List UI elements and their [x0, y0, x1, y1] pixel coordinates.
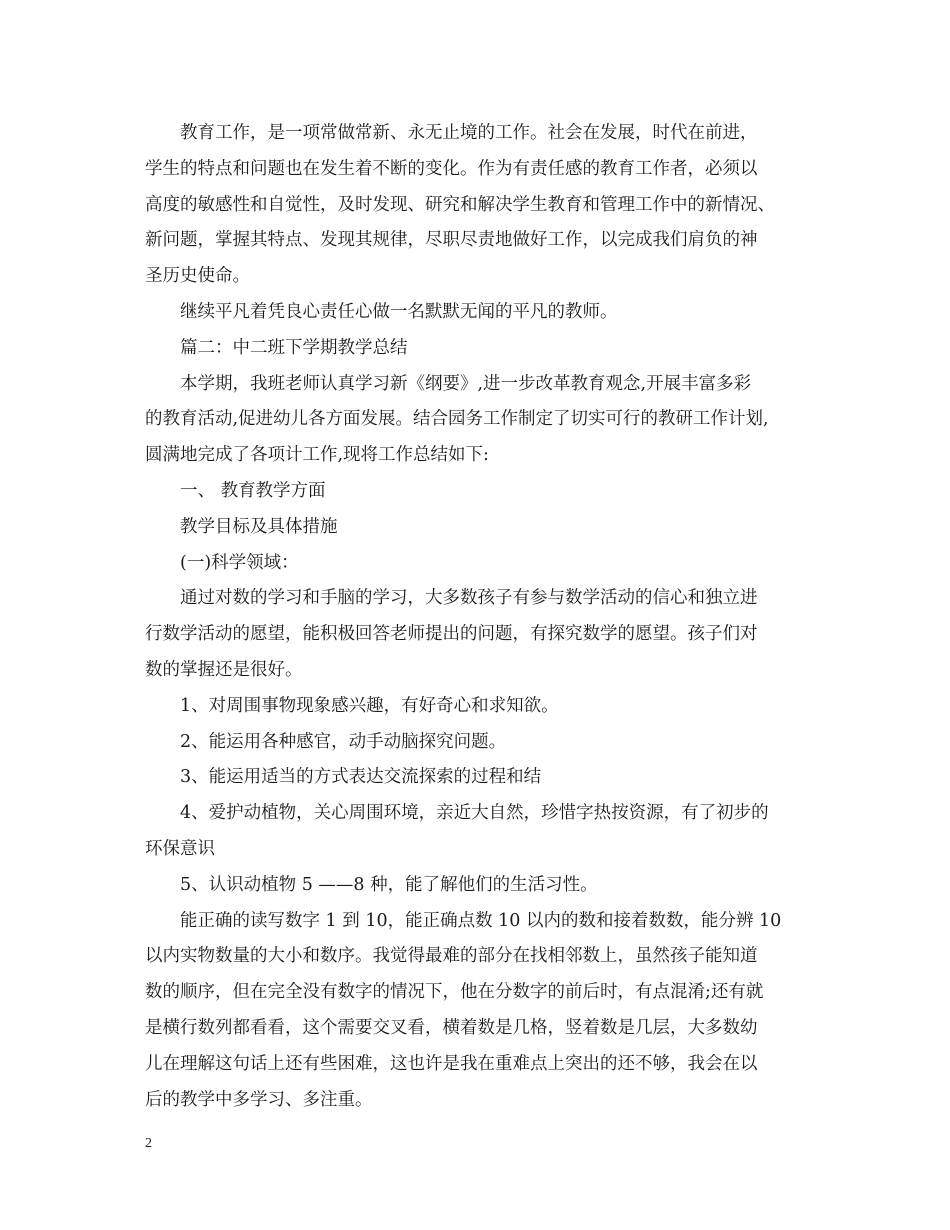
paragraph	[145, 689, 817, 725]
paragraph	[145, 904, 817, 1119]
page-number: 2	[145, 1136, 152, 1151]
text-line: 学生的特点和问题也在发生着不断的变化。作为有责任感的教育工作者，必须以	[145, 158, 758, 179]
text-line: 通过对数的学习和手脑的学习，大多数孩子有参与数学活动的信心和独立进	[180, 588, 758, 609]
text-line: 本学期，我班老师认真学习新《纲要》,进一步改革教育观念,开展丰富多彩	[180, 373, 752, 394]
text-line: 圆满地完成了各项计工作,现将工作总结如下:	[145, 445, 489, 466]
paragraph	[145, 760, 817, 796]
paragraph	[145, 116, 817, 295]
text-line: 数的顺序，但在完全没有数字的情况下，他在分数字的前后时，有点混淆;还有就	[145, 982, 764, 1003]
paragraph	[145, 868, 817, 904]
document-body	[145, 116, 817, 1118]
paragraph	[145, 796, 817, 868]
text-line: 一、 教育教学方面	[180, 480, 326, 501]
paragraph	[145, 510, 817, 546]
text-line: 教学目标及具体措施	[180, 516, 338, 537]
paragraph	[145, 581, 817, 688]
text-line: 的教育活动,促进幼儿各方面发展。结合园务工作制定了切实可行的教研工作计划,	[145, 409, 769, 430]
text-line: 是横行数列都看看，这个需要交叉看，横着数是几格，竖着数是几层，大多数幼	[145, 1017, 758, 1038]
text-line: 以内实物数量的大小和数序。我觉得最难的部分在找相邻数上，虽然孩子能知道	[145, 946, 758, 967]
text-line: 圣历史使命。	[145, 266, 250, 287]
paragraph	[145, 546, 817, 582]
text-line: (一)科学领域：	[180, 552, 299, 573]
text-line: 数的掌握还是很好。	[145, 659, 303, 680]
paragraph	[145, 367, 817, 474]
text-line: 继续平凡着凭良心责任心做一名默默无闻的平凡的教师。	[180, 301, 618, 322]
text-line: 教育工作，是一项常做常新、永无止境的工作。社会在发展，时代在前进，	[180, 123, 758, 143]
text-line: 后的教学中多学习、多注重。	[145, 1089, 373, 1110]
paragraph	[145, 474, 817, 510]
text-line: 新问题，掌握其特点、发现其规律，尽职尽责地做好工作，以完成我们肩负的神	[145, 230, 758, 251]
paragraph	[145, 725, 817, 761]
paragraph	[145, 331, 817, 367]
text-line: 环保意识	[145, 838, 215, 859]
text-line: 能正确的读写数字 1 到 10，能正确点数 10 以内的数和接着数数，能分辨 10	[180, 910, 782, 931]
text-line: 2、能运用各种感官，动手动脑探究问题。	[180, 731, 507, 752]
text-line: 3、能运用适当的方式表达交流探索的过程和结	[180, 767, 542, 788]
text-line: 4、爱护动植物，关心周围环境，亲近大自然，珍惜字热按资源，有了初步的	[180, 803, 769, 824]
text-line: 5、认识动植物 5 ——8 种，能了解他们的生活习性。	[180, 874, 598, 895]
text-line: 高度的敏感性和自觉性，及时发现、研究和解决学生教育和管理工作中的新情况、	[145, 194, 775, 215]
text-line: 儿在理解这句话上还有些困难，这也许是我在重难点上突出的还不够，我会在以	[145, 1053, 758, 1074]
text-line: 篇二：中二班下学期教学总结	[180, 337, 408, 358]
text-line: 行数学活动的愿望，能积极回答老师提出的问题，有探究数学的愿望。孩子们对	[145, 624, 758, 645]
paragraph	[145, 295, 817, 331]
text-line: 1、对周围事物现象感兴趣，有好奇心和求知欲。	[180, 695, 559, 716]
